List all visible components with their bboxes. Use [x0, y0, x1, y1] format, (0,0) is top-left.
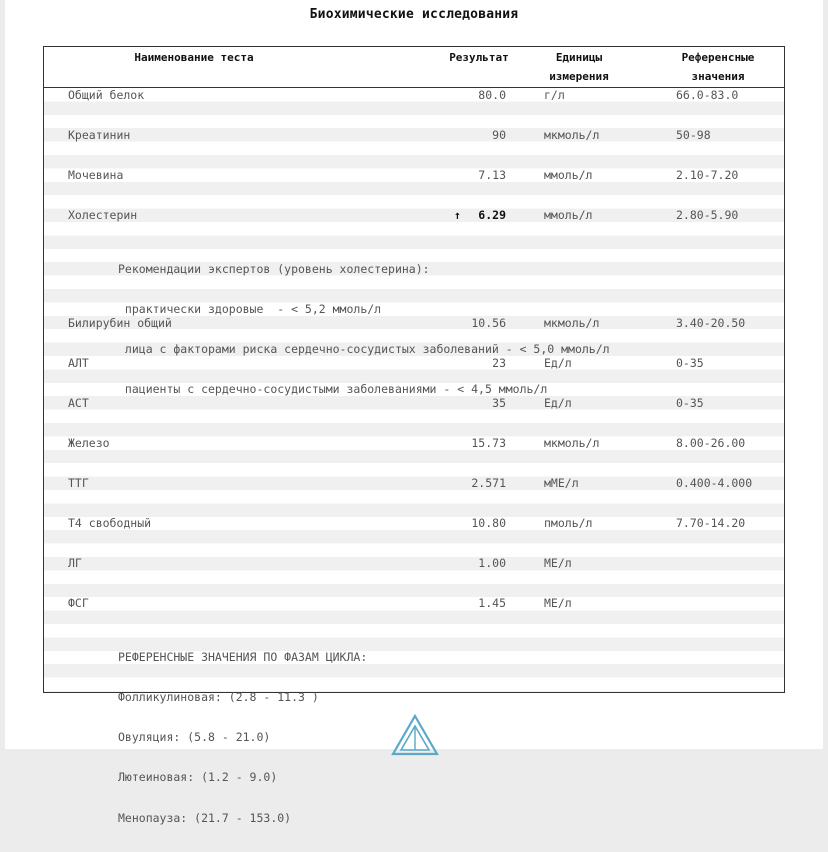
test-result: 90: [492, 128, 506, 142]
header-reference-line1: Референсные: [681, 51, 755, 64]
test-result: 10.80: [471, 516, 506, 530]
test-result: 6.29: [478, 208, 506, 222]
test-result: 1.00: [478, 556, 506, 570]
test-units: мкмоль/л: [544, 316, 600, 330]
test-result: 35: [492, 396, 506, 410]
test-units: Ед/л: [544, 356, 572, 370]
test-name: АСТ: [68, 396, 89, 410]
test-result: 10.56: [471, 316, 506, 330]
header-units-line2: измерения: [549, 70, 609, 83]
test-result: 1.45: [478, 596, 506, 610]
test-reference: 50-98: [676, 128, 711, 142]
test-reference: 0.400-4.000: [676, 476, 753, 490]
test-reference: 7.70-14.20: [676, 516, 746, 530]
cycle-note-line: Фолликулиновая: (2.8 - 11.3 ): [118, 690, 319, 705]
test-reference: 0-35: [676, 396, 704, 410]
table-row-iron: [44, 436, 784, 450]
cholesterol-note-line: практически здоровые - < 5,2 ммоль/л: [118, 302, 382, 317]
table-row-free-t4: [44, 516, 784, 530]
triangle-logo-icon: [391, 714, 439, 754]
table-row-fsh: [44, 596, 784, 610]
test-result: 2.571: [471, 476, 506, 490]
test-units: мМЕ/л: [544, 476, 579, 490]
test-reference: 2.80-5.90: [676, 208, 739, 222]
test-name: ЛГ: [68, 556, 82, 570]
test-name: Железо: [68, 436, 110, 450]
test-units: мкмоль/л: [544, 128, 600, 142]
header-reference-line2: значения: [691, 70, 745, 83]
cycle-note-line: Овуляция: (5.8 - 21.0): [118, 730, 271, 745]
table-row-bilirubin: [44, 316, 784, 330]
test-reference: 66.0-83.0: [676, 88, 739, 102]
cholesterol-note-line: Рекомендации экспертов (уровень холестерина):: [118, 261, 430, 276]
test-name: Т4 свободный: [68, 516, 152, 530]
table-header: [44, 47, 784, 88]
table-row-cholesterol: [44, 208, 784, 222]
cholesterol-note-line: лица с факторами риска сердечно-сосудистых заболеваний - < 5,0 ммоль/л: [118, 342, 610, 357]
cycle-phase-note: [118, 624, 367, 852]
test-name: Билирубин общий: [68, 316, 172, 330]
test-reference: 3.40-20.50: [676, 316, 746, 330]
test-result: 7.13: [478, 168, 506, 182]
header-units-line1: Единицы: [555, 51, 603, 64]
test-name: ФСГ: [68, 596, 89, 610]
high-flag-arrow-icon: ↑: [454, 208, 461, 222]
test-units: МЕ/л: [544, 556, 572, 570]
cycle-note-line: Менопауза: (21.7 - 153.0): [118, 810, 292, 825]
cycle-note-line: РЕФЕРЕНСНЫЕ ЗНАЧЕНИЯ ПО ФАЗАМ ЦИКЛА:: [118, 649, 368, 664]
test-result: 80.0: [478, 88, 506, 102]
test-name: Общий белок: [68, 88, 145, 102]
test-name: Холестерин: [68, 208, 138, 222]
table-row-urea: [44, 168, 784, 182]
table-row-alt: [44, 356, 784, 370]
test-result: 23: [492, 356, 506, 370]
test-name: Креатинин: [68, 128, 131, 142]
test-reference: 8.00-26.00: [676, 436, 746, 450]
page-title: Биохимические исследования: [309, 7, 519, 22]
header-reference: [658, 48, 778, 86]
table-row-tsh: [44, 476, 784, 490]
cholesterol-note-line: пациенты с сердечно-сосудистыми заболеваниями - < 4,5 ммоль/л: [118, 382, 548, 397]
test-name: Мочевина: [68, 168, 124, 182]
test-units: ммоль/л: [544, 208, 593, 222]
test-units: ммоль/л: [544, 168, 593, 182]
header-test-name: Наименование теста: [134, 51, 254, 64]
test-reference: 2.10-7.20: [676, 168, 739, 182]
results-table: [43, 46, 785, 825]
test-name: ТТГ: [68, 476, 89, 490]
test-result: 15.73: [471, 436, 506, 450]
test-units: мкмоль/л: [544, 436, 600, 450]
table-row-total-protein: [44, 88, 784, 102]
header-result: Результат: [449, 51, 509, 64]
cycle-note-line: Лютеиновая: (1.2 - 9.0): [118, 770, 278, 785]
test-units: Ед/л: [544, 396, 572, 410]
header-units: [534, 48, 624, 86]
test-units: МЕ/л: [544, 596, 572, 610]
test-reference: 0-35: [676, 356, 704, 370]
table-row-lh: [44, 556, 784, 570]
table-row-creatinine: [44, 128, 784, 142]
document-page: [5, 0, 823, 825]
test-units: пмоль/л: [544, 516, 593, 530]
table-row-ast: [44, 396, 784, 410]
test-units: г/л: [544, 88, 565, 102]
test-name: АЛТ: [68, 356, 89, 370]
